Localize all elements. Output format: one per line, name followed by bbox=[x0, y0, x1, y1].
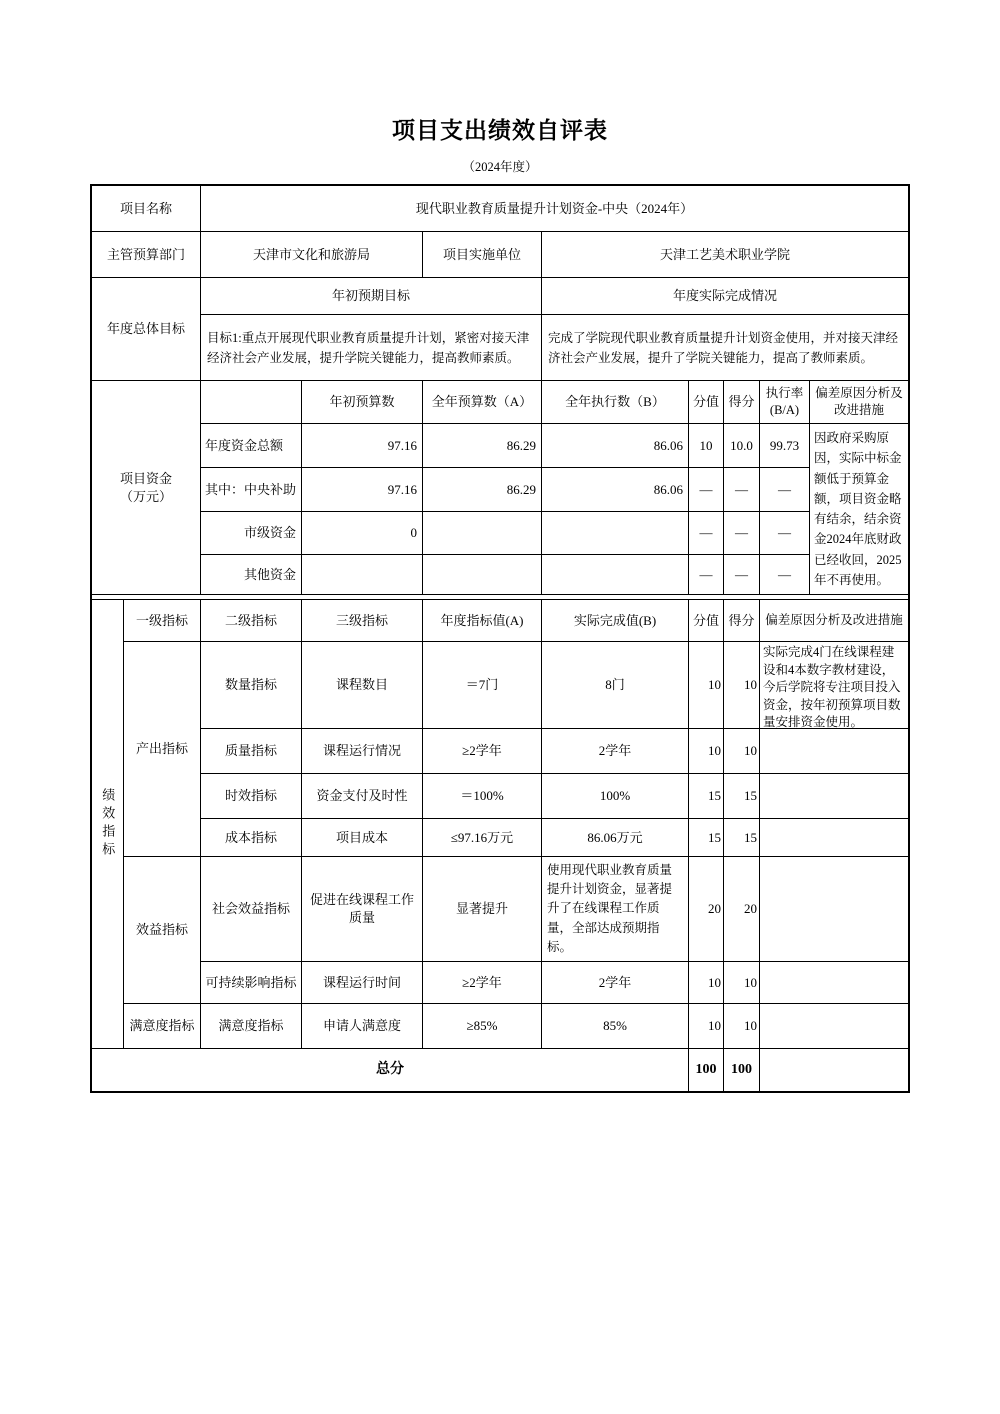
total-score: 100 bbox=[689, 1049, 723, 1091]
indicator-score: 10 bbox=[689, 1004, 723, 1048]
indicator-score: 15 bbox=[689, 819, 723, 856]
indicators-header-level1: 一级指标 bbox=[124, 600, 200, 641]
indicator-level3: 申请人满意度 bbox=[302, 1004, 422, 1048]
funding-row-points: — bbox=[724, 512, 759, 554]
indicator-level2: 满意度指标 bbox=[201, 1004, 301, 1048]
funding-row-budget bbox=[423, 512, 541, 554]
funding-header-points: 得分 bbox=[724, 381, 759, 423]
indicator-points: 15 bbox=[724, 819, 759, 856]
goals-actual-text: 完成了学院现代职业教育质量提升计划资金使用，并对接天津经济社会产业发展，提升了学院关键能力，提高了教师素质。 bbox=[542, 315, 908, 380]
funding-row-initial: 97.16 bbox=[302, 424, 422, 467]
funding-deviation-text: 因政府采购原因，实际中标金额低于预算金额，项目资金略有结余，结余资金2024年底财政已经收回，2025年不再使用。 bbox=[810, 424, 908, 594]
project-name-value: 现代职业教育质量提升计划资金-中央（2024年） bbox=[201, 186, 908, 231]
indicator-deviation: 实际完成4门在线课程建设和4本数字教材建设，今后学院将专注项目投入资金，按年初预算项目数量安排资金使用。 bbox=[760, 642, 908, 728]
section-separator bbox=[92, 595, 908, 599]
funding-row-execution bbox=[542, 512, 688, 554]
indicator-score: 10 bbox=[689, 729, 723, 773]
funding-row-score: — bbox=[689, 555, 723, 594]
funding-header-initial-budget: 年初预算数 bbox=[302, 381, 422, 423]
funding-row-rate: 99.73 bbox=[760, 424, 809, 467]
funding-row-initial bbox=[302, 555, 422, 594]
funding-row-name: 年度资金总额 bbox=[201, 424, 301, 467]
indicator-group-satisfaction: 满意度指标 bbox=[124, 1004, 200, 1048]
goals-section-label: 年度总体目标 bbox=[92, 278, 200, 380]
funding-header-annual-execution: 全年执行数（B） bbox=[542, 381, 688, 423]
indicator-level3: 课程运行时间 bbox=[302, 962, 422, 1003]
funding-row-initial: 0 bbox=[302, 512, 422, 554]
indicator-target: ≥2学年 bbox=[423, 729, 541, 773]
total-label: 总分 bbox=[92, 1049, 688, 1091]
funding-row-execution: 86.06 bbox=[542, 468, 688, 511]
unit-value: 天津工艺美术职业学院 bbox=[542, 232, 908, 277]
indicator-points: 10 bbox=[724, 962, 759, 1003]
indicator-target: ≤97.16万元 bbox=[423, 819, 541, 856]
total-deviation-blank bbox=[760, 1049, 908, 1091]
indicator-level2: 社会效益指标 bbox=[201, 857, 301, 961]
funding-row-rate: — bbox=[760, 555, 809, 594]
indicator-points: 10 bbox=[724, 729, 759, 773]
funding-row-budget: 86.29 bbox=[423, 424, 541, 467]
funding-row-points: — bbox=[724, 468, 759, 511]
unit-label: 项目实施单位 bbox=[423, 232, 541, 277]
indicator-level2: 成本指标 bbox=[201, 819, 301, 856]
indicator-score: 10 bbox=[689, 962, 723, 1003]
goals-expected-text: 目标1:重点开展现代职业教育质量提升计划，紧密对接天津经济社会产业发展，提升学院关键能力，提高教师素质。 bbox=[201, 315, 541, 380]
funding-row-score: 10 bbox=[689, 424, 723, 467]
indicator-score: 10 bbox=[689, 642, 723, 728]
indicator-deviation bbox=[760, 729, 908, 773]
funding-row-name: 市级资金 bbox=[201, 512, 301, 554]
total-points: 100 bbox=[724, 1049, 759, 1091]
indicators-header-points: 得分 bbox=[724, 600, 759, 641]
indicator-score: 20 bbox=[689, 857, 723, 961]
indicator-deviation bbox=[760, 962, 908, 1003]
indicator-level3: 资金支付及时性 bbox=[302, 774, 422, 818]
funding-header-blank bbox=[201, 381, 301, 423]
goals-actual-header: 年度实际完成情况 bbox=[542, 278, 908, 314]
funding-section-label bbox=[92, 381, 200, 594]
funding-row-execution bbox=[542, 555, 688, 594]
indicator-score: 15 bbox=[689, 774, 723, 818]
self-evaluation-table bbox=[90, 184, 910, 1093]
indicator-actual: 2学年 bbox=[542, 962, 688, 1003]
funding-row-name: 其他资金 bbox=[201, 555, 301, 594]
indicator-actual: 100% bbox=[542, 774, 688, 818]
project-name-label: 项目名称 bbox=[92, 186, 200, 231]
indicator-points: 10 bbox=[724, 642, 759, 728]
indicator-target: ＝7门 bbox=[423, 642, 541, 728]
funding-row-budget bbox=[423, 555, 541, 594]
indicator-level3: 项目成本 bbox=[302, 819, 422, 856]
funding-row-rate: — bbox=[760, 468, 809, 511]
indicator-deviation bbox=[760, 857, 908, 961]
indicator-points: 15 bbox=[724, 774, 759, 818]
indicator-actual: 使用现代职业教育质量提升计划资金，显著提升了在线课程工作质量，全部达成预期指标。 bbox=[542, 857, 688, 961]
indicator-target: ≥85% bbox=[423, 1004, 541, 1048]
indicator-group-output: 产出指标 bbox=[124, 642, 200, 856]
funding-row-execution: 86.06 bbox=[542, 424, 688, 467]
funding-row-name: 其中：中央补助 bbox=[201, 468, 301, 511]
funding-header-rate: 执行率 (B/A) bbox=[760, 381, 809, 423]
indicator-actual: 86.06万元 bbox=[542, 819, 688, 856]
indicator-level2: 数量指标 bbox=[201, 642, 301, 728]
indicators-header-level2: 二级指标 bbox=[201, 600, 301, 641]
indicator-level2: 可持续影响指标 bbox=[201, 962, 301, 1003]
indicator-actual: 8门 bbox=[542, 642, 688, 728]
funding-row-score: — bbox=[689, 512, 723, 554]
indicator-group-benefit: 效益指标 bbox=[124, 857, 200, 1003]
indicators-header-level3: 三级指标 bbox=[302, 600, 422, 641]
indicator-actual: 85% bbox=[542, 1004, 688, 1048]
indicators-header-actual: 实际完成值(B) bbox=[542, 600, 688, 641]
page-subtitle: （2024年度） bbox=[462, 160, 538, 174]
indicators-section-label: 绩效指标 bbox=[92, 600, 123, 1048]
funding-section-label-text: 项目资金（万元） bbox=[119, 470, 172, 504]
indicator-points: 10 bbox=[724, 1004, 759, 1048]
indicator-level3: 课程运行情况 bbox=[302, 729, 422, 773]
indicator-actual: 2学年 bbox=[542, 729, 688, 773]
indicators-header-score: 分值 bbox=[689, 600, 723, 641]
funding-header-annual-budget: 全年预算数（A） bbox=[423, 381, 541, 423]
indicators-header-deviation: 偏差原因分析及改进措施 bbox=[760, 600, 908, 641]
indicator-deviation bbox=[760, 774, 908, 818]
funding-header-score: 分值 bbox=[689, 381, 723, 423]
indicator-points: 20 bbox=[724, 857, 759, 961]
indicator-target: 显著提升 bbox=[423, 857, 541, 961]
indicator-level3: 课程数目 bbox=[302, 642, 422, 728]
indicator-level2: 时效指标 bbox=[201, 774, 301, 818]
indicator-target: ≥2学年 bbox=[423, 962, 541, 1003]
funding-row-score: — bbox=[689, 468, 723, 511]
funding-row-budget: 86.29 bbox=[423, 468, 541, 511]
funding-row-rate: — bbox=[760, 512, 809, 554]
indicator-deviation bbox=[760, 819, 908, 856]
goals-expected-header: 年初预期目标 bbox=[201, 278, 541, 314]
page-title: 项目支出绩效自评表 bbox=[392, 117, 608, 143]
funding-header-deviation: 偏差原因分析及改进措施 bbox=[810, 381, 908, 423]
indicator-level3: 促进在线课程工作质量 bbox=[302, 857, 422, 961]
indicator-target: ＝100% bbox=[423, 774, 541, 818]
dept-label: 主管预算部门 bbox=[92, 232, 200, 277]
funding-row-points: 10.0 bbox=[724, 424, 759, 467]
indicator-level2: 质量指标 bbox=[201, 729, 301, 773]
indicator-deviation bbox=[760, 1004, 908, 1048]
funding-row-initial: 97.16 bbox=[302, 468, 422, 511]
dept-value: 天津市文化和旅游局 bbox=[201, 232, 422, 277]
indicators-header-target: 年度指标值(A) bbox=[423, 600, 541, 641]
funding-row-points: — bbox=[724, 555, 759, 594]
